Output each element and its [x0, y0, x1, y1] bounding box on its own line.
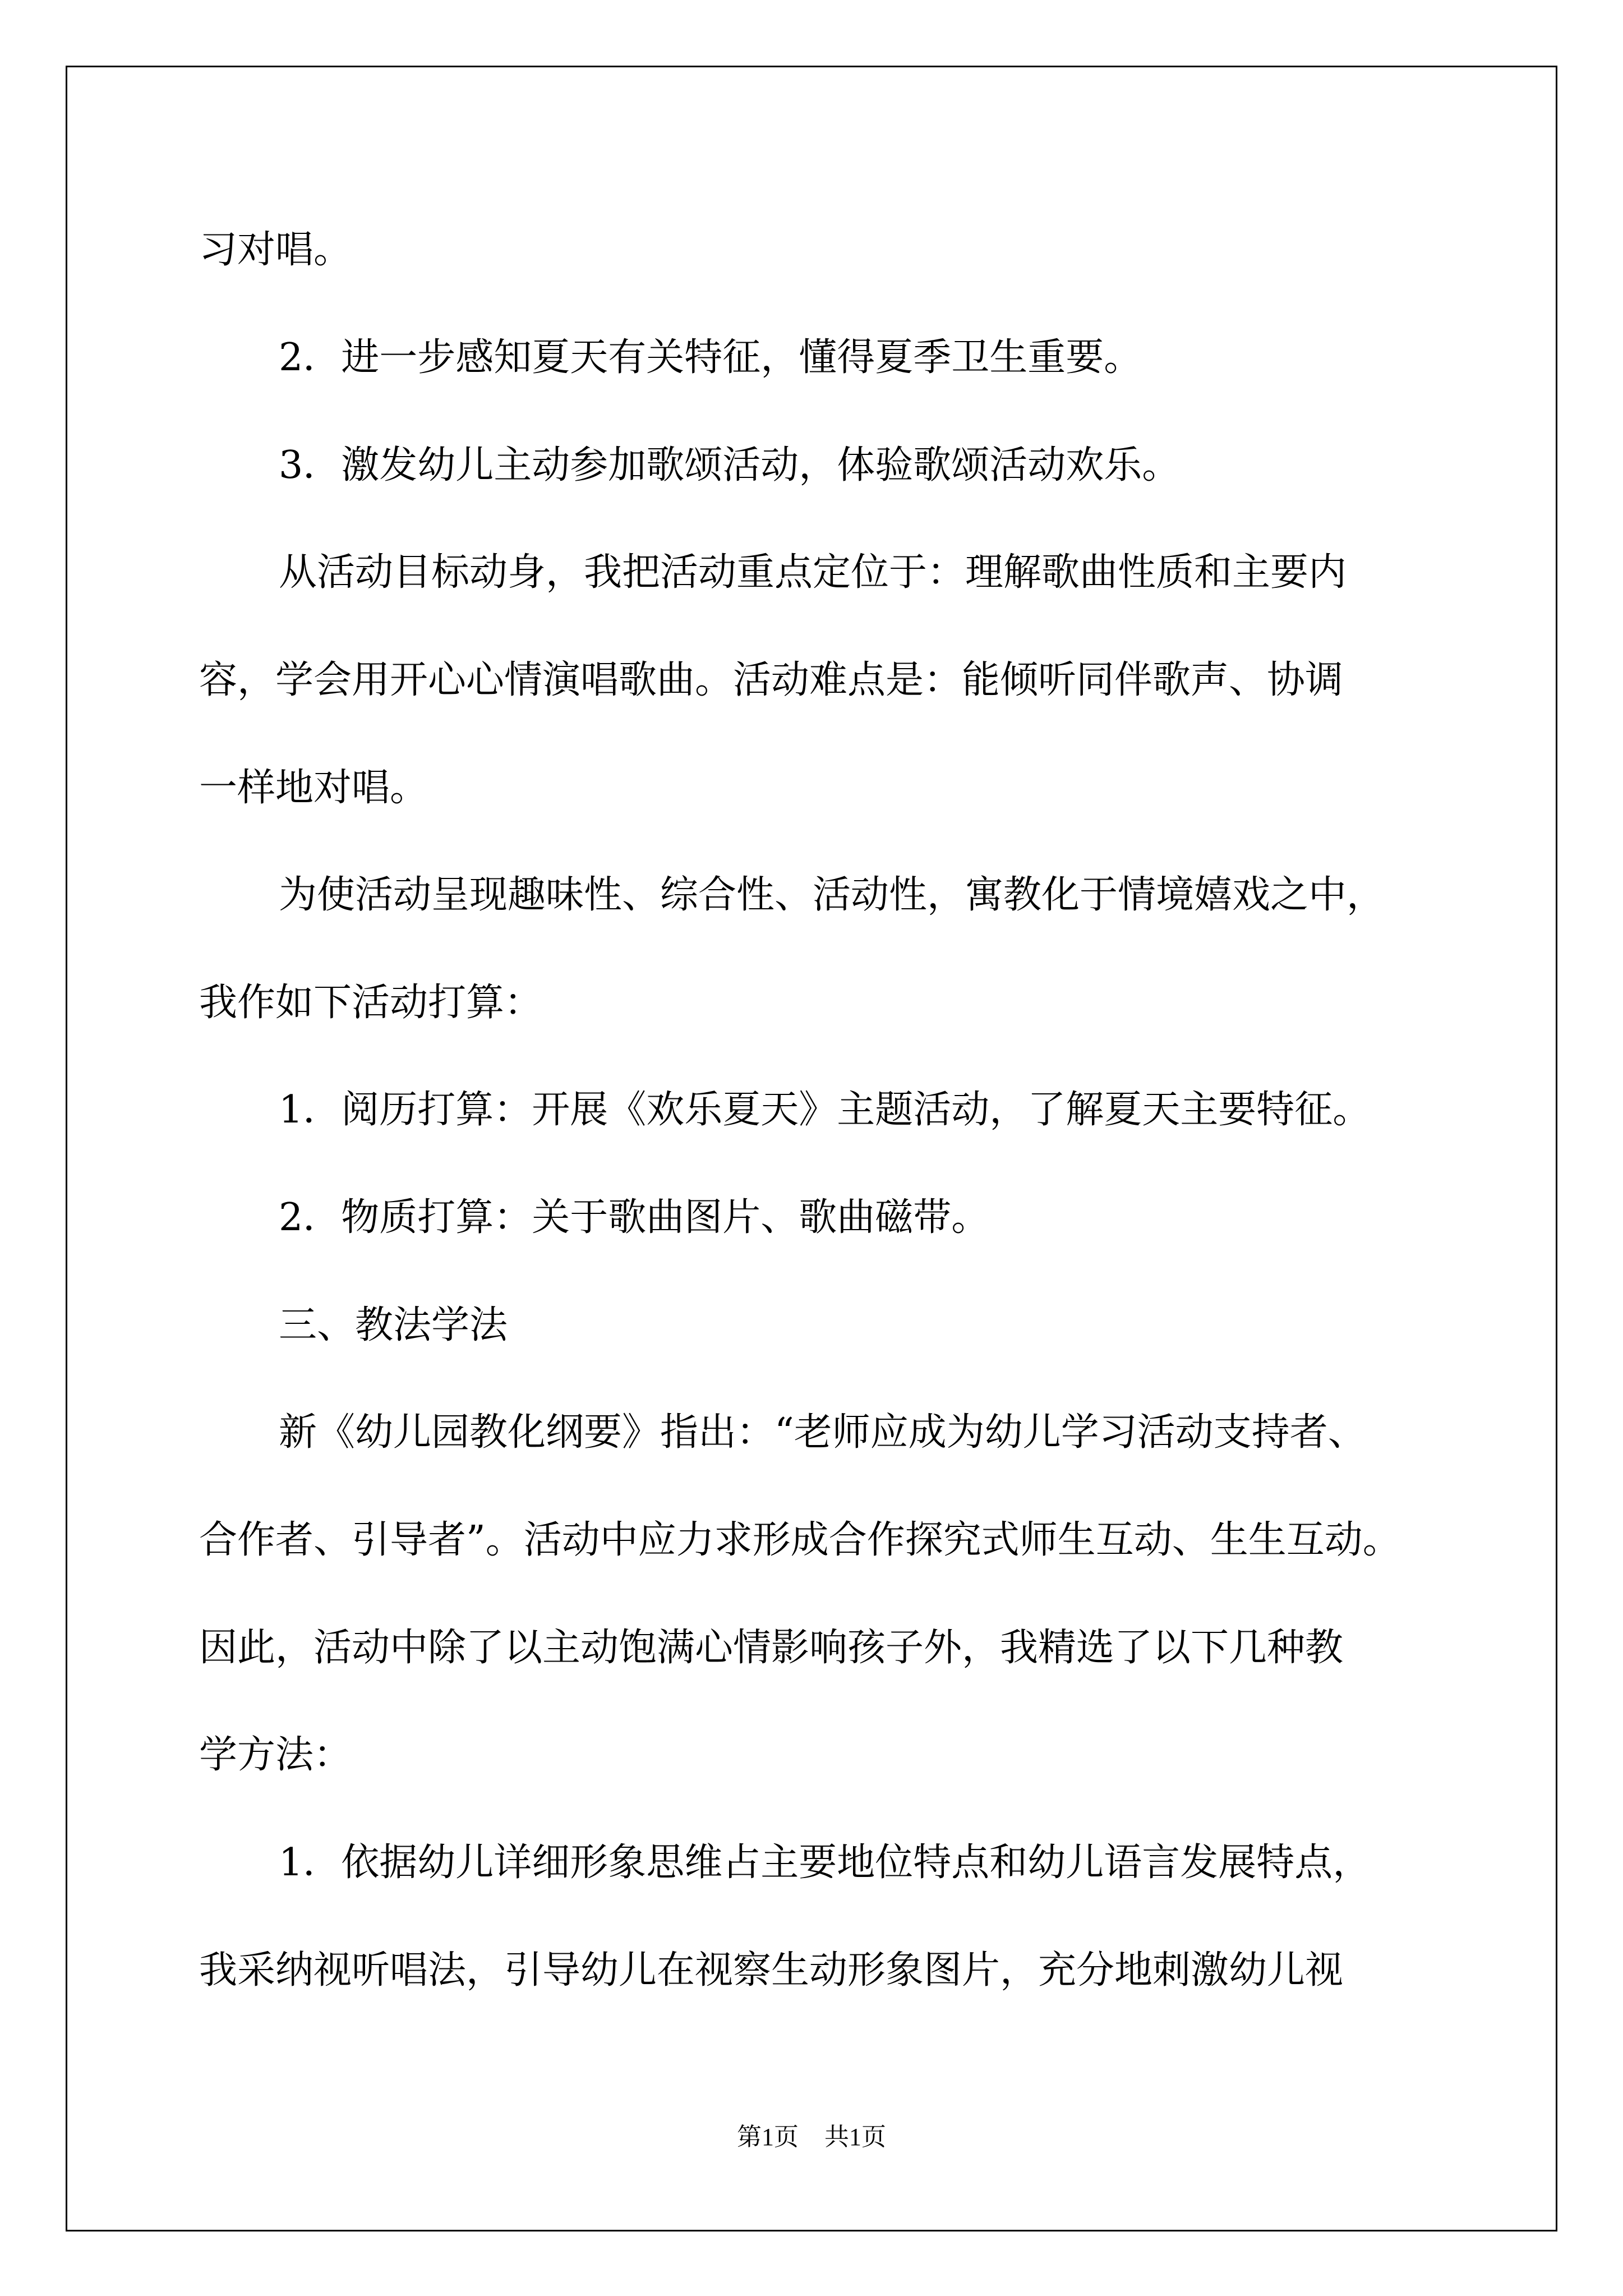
text-line: 容，学会用开心心情演唱歌曲。活动难点是：能倾听同伴歌声、协调 — [199, 658, 1344, 702]
text-line: 新《幼儿园教化纲要》指出：“老师应成为幼儿学习活动支持者、 — [279, 1410, 1366, 1455]
text-line: 2．物质打算：关于歌曲图片、歌曲磁带。 — [279, 1195, 990, 1240]
text-line: 1．阅历打算：开展《欢乐夏天》主题活动，了解夏天主要特征。 — [279, 1088, 1371, 1132]
page-number-total: 共1页 — [824, 2123, 886, 2151]
page-footer — [0, 2125, 1623, 2150]
text-line: 2．进一步感知夏天有关特征，懂得夏季卫生重要。 — [279, 335, 1142, 380]
page-number-current: 第1页 — [737, 2123, 799, 2151]
text-line: 我采纳视听唱法，引导幼儿在视察生动形象图片，充分地刺激幼儿视 — [199, 1948, 1344, 1993]
text-line: 我作如下活动打算： — [199, 981, 543, 1025]
text-line: 从活动目标动身，我把活动重点定位于：理解歌曲性质和主要内 — [279, 550, 1347, 595]
section-heading: 三、教法学法 — [279, 1303, 508, 1347]
text-line: 习对唱。 — [199, 228, 352, 272]
text-line: 一样地对唱。 — [199, 766, 428, 810]
text-line: 学方法： — [199, 1733, 352, 1777]
text-line: 1．依据幼儿详细形象思维占主要地位特点和幼儿语言发展特点， — [279, 1841, 1371, 1885]
text-line: 3．激发幼儿主动参加歌颂活动，体验歌颂活动欢乐。 — [279, 443, 1181, 487]
text-line: 因此，活动中除了以主动饱满心情影响孩子外，我精选了以下几种教 — [199, 1626, 1344, 1670]
text-line: 合作者、引导者”。活动中应力求形成合作探究式师生互动、生生互动。 — [199, 1518, 1401, 1562]
text-line: 为使活动呈现趣味性、综合性、活动性，寓教化于情境嬉戏之中， — [279, 873, 1385, 917]
